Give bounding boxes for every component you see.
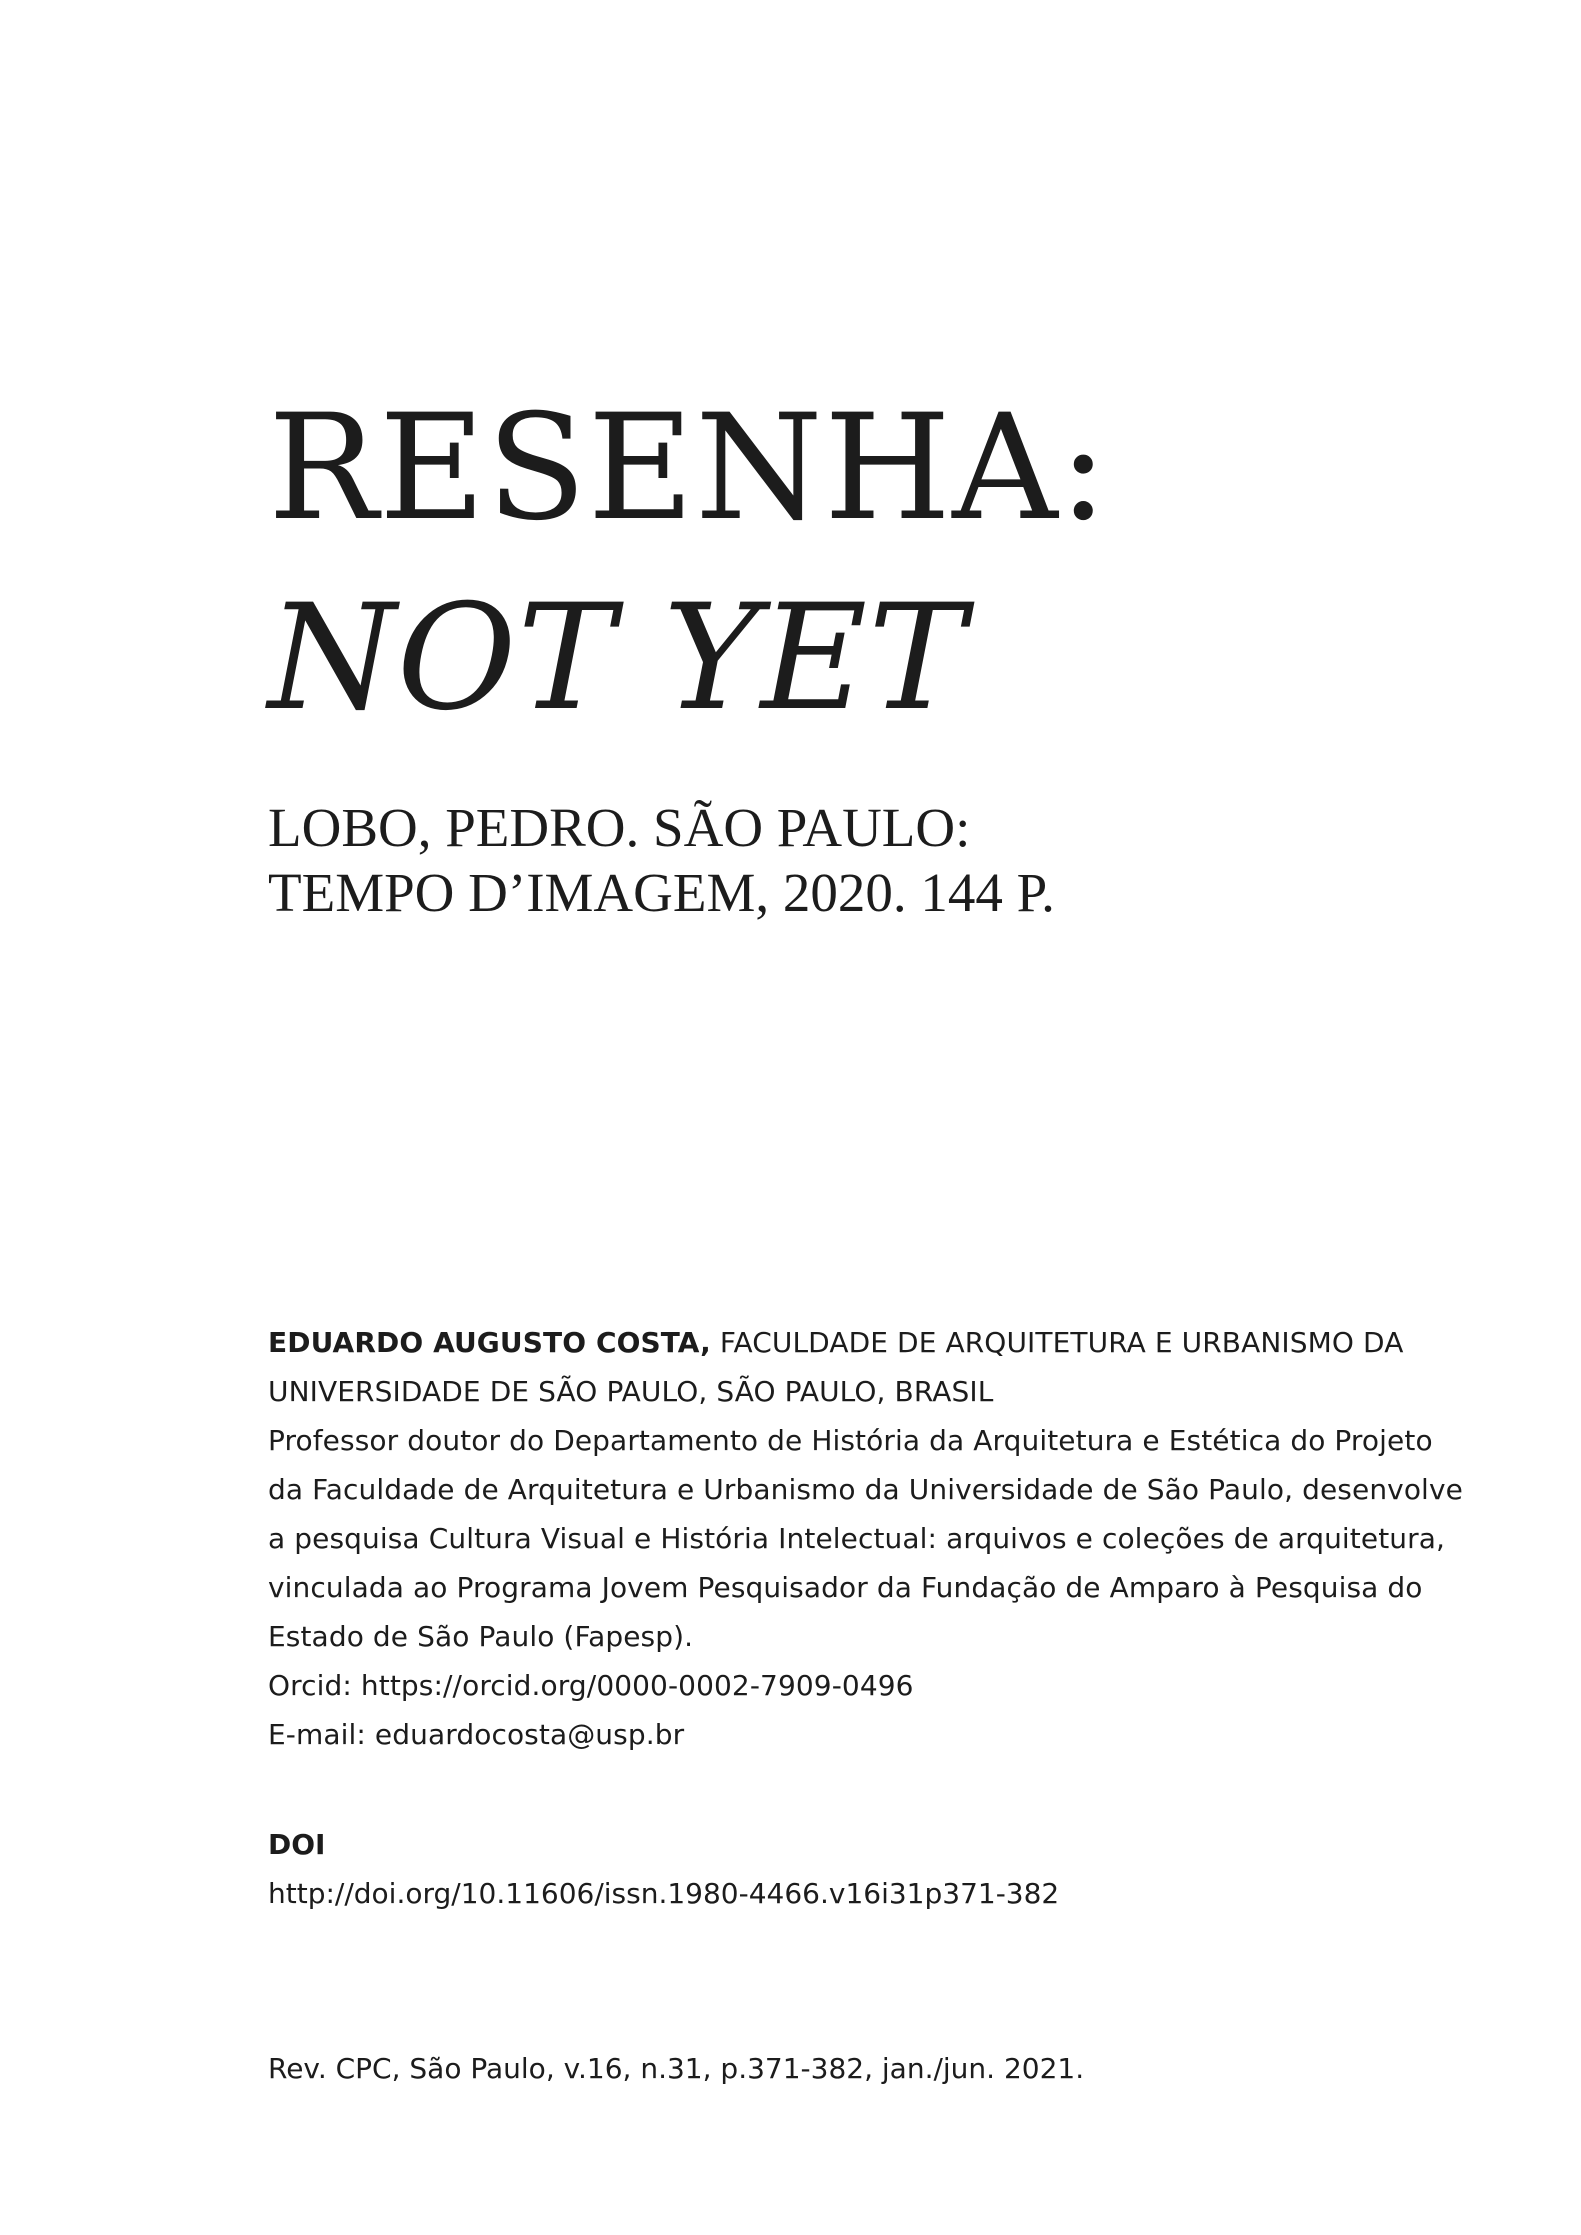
author-bio	[268, 1416, 1463, 1661]
author-bio-line: a pesquisa Cultura Visual e História Intelectual: arquivos e coleções de arquitetura,	[268, 1522, 1446, 1555]
doi-label: DOI	[268, 1828, 326, 1861]
doi-section	[268, 1820, 1059, 1918]
book-reference-line-2: TEMPO D’IMAGEM, 2020. 144 P.	[268, 862, 1055, 923]
author-bio-line: Professor doutor do Departamento de História da Arquitetura e Estética do Projeto	[268, 1424, 1433, 1457]
doi-link[interactable]: http://doi.org/10.11606/issn.1980-4466.v16i31p371-382	[268, 1877, 1060, 1910]
book-reference	[268, 795, 1055, 925]
book-reference-line-1: LOBO, PEDRO. SÃO PAULO:	[268, 797, 971, 858]
author-bio-line: vinculada ao Programa Jovem Pesquisador da Fundação de Amparo à Pesquisa do	[268, 1571, 1423, 1604]
author-name: EDUARDO AUGUSTO COSTA,	[268, 1326, 711, 1359]
author-info	[268, 1318, 1463, 1759]
article-title-line-1: RESENHA:	[268, 383, 1109, 553]
author-affiliation-line-2: UNIVERSIDADE DE SÃO PAULO, SÃO PAULO, BRASIL	[268, 1375, 994, 1408]
author-bio-line: da Faculdade de Arquitetura e Urbanismo da Universidade de São Paulo, desenvolve	[268, 1473, 1463, 1506]
article-title-line-2: NOT YET	[268, 573, 967, 743]
author-orcid[interactable]: Orcid: https://orcid.org/0000-0002-7909-0496	[268, 1669, 914, 1702]
author-affiliation-line-1: FACULDADE DE ARQUITETURA E URBANISMO DA	[710, 1326, 1404, 1359]
author-email[interactable]: E-mail: eduardocosta@usp.br	[268, 1718, 685, 1751]
author-affiliation	[268, 1318, 1443, 1416]
author-bio-line: Estado de São Paulo (Fapesp).	[268, 1620, 694, 1653]
journal-citation: Rev. CPC, São Paulo, v.16, n.31, p.371-382, jan./jun. 2021.	[268, 2052, 1085, 2085]
